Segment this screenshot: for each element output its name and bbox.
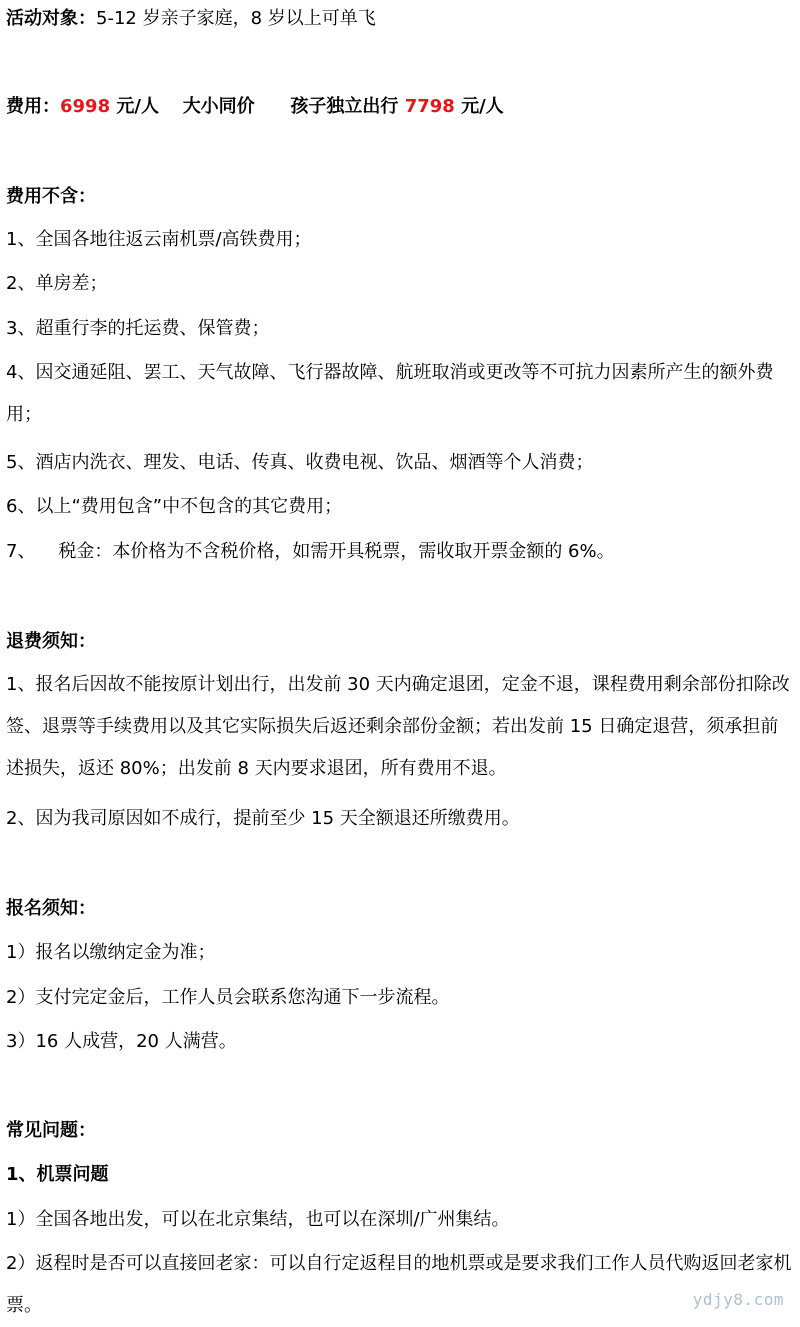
refund-item: 1、报名后因故不能按原计划出行，出发前 30 天内确定退团，定金不退，课程费用剩余部份扣除改签、退票等手续费用以及其它实际损失后返还剩余部份金额；若出发前 15 日确定退营，须承担前述损失，返还 80%；出发前 8 天内要求退团，所有费用不退。 — [6, 674, 790, 779]
signup-item: 3）16 人成营，20 人满营。 — [6, 1031, 237, 1052]
excluded-item: 6、以上“费用包含”中不包含的其它费用； — [6, 496, 343, 517]
watermark: ydjy8.com — [692, 1290, 784, 1309]
target-line — [6, 7, 796, 31]
fee-same-price: 大小同价 — [182, 96, 255, 117]
faq-heading: 常见问题： — [6, 1120, 96, 1141]
faq-item: 1）全国各地出发，可以在北京集结，也可以在深圳/广州集结。 — [6, 1209, 510, 1230]
fee-price-solo: 7798 — [404, 96, 455, 117]
fee-solo-label: 孩子独立出行 — [290, 96, 405, 117]
faq-item: 2）返程时是否可以直接回老家：可以自行定返程目的地机票或是要求我们工作人员代购返回老家机票。 — [6, 1253, 792, 1316]
signup-heading: 报名须知： — [6, 898, 96, 919]
target-label: 活动对象： — [6, 8, 96, 29]
fee-unit: 元/人 — [110, 96, 159, 117]
excluded-item: 1、全国各地往返云南机票/高铁费用； — [6, 229, 312, 250]
excluded-heading: 费用不含： — [6, 186, 96, 207]
excluded-item: 2、单房差； — [6, 273, 108, 294]
signup-item: 2）支付完定金后，工作人员会联系您沟通下一步流程。 — [6, 987, 450, 1008]
fee-label: 费用： — [6, 96, 60, 117]
refund-heading: 退费须知： — [6, 631, 96, 652]
excluded-item: 4、因交通延阻、罢工、天气故障、飞行器故障、航班取消或更改等不可抗力因素所产生的额外费用； — [6, 362, 774, 425]
target-text: 5-12 岁亲子家庭，8 岁以上可单飞 — [96, 8, 376, 29]
fee-unit-solo: 元/人 — [454, 96, 504, 117]
signup-item: 1）报名以缴纳定金为准； — [6, 942, 216, 963]
fee-line — [6, 95, 796, 119]
excluded-item: 7、 税金：本价格为不含税价格，如需开具税票，需收取开票金额的 6%。 — [6, 541, 615, 562]
fee-price-adult: 6998 — [60, 96, 111, 117]
excluded-item: 3、超重行李的托运费、保管费； — [6, 318, 270, 339]
faq-sub-heading: 1、机票问题 — [6, 1164, 109, 1185]
refund-item: 2、因为我司原因如不成行，提前至少 15 天全额退还所缴费用。 — [6, 808, 520, 829]
excluded-item: 5、酒店内洗衣、理发、电话、传真、收费电视、饮品、烟酒等个人消费； — [6, 452, 594, 473]
